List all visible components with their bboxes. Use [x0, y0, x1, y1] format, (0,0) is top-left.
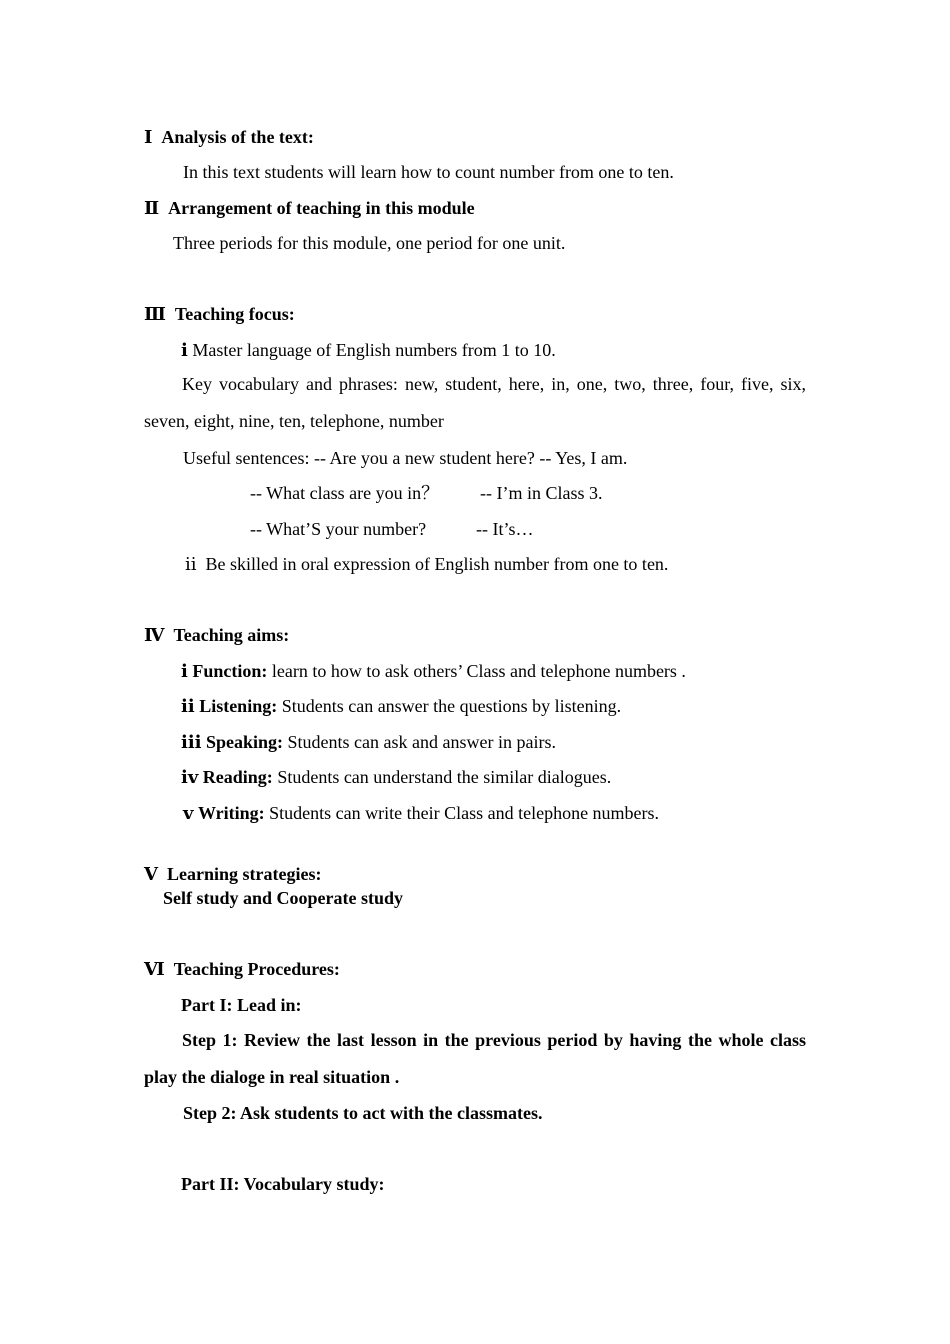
focus-item-2: [185, 552, 668, 577]
section-4-heading: [144, 623, 289, 648]
section-5-body: Self study and Cooperate study: [163, 888, 404, 908]
aim-num: ⅴ: [183, 803, 194, 824]
section-1-body: In this text students will learn how to count number from one to ten.: [183, 162, 674, 182]
section-2-title: Arrangement of teaching in this module: [168, 198, 475, 218]
procedure-step-1-text: Step 1: Review the last lesson in the previous period by having the whole class play the dialoge in real situation .: [144, 1030, 806, 1087]
aim-num: ⅲ: [181, 732, 202, 753]
section-1-heading: [144, 125, 314, 150]
focus-answer-3: -- It’s…: [476, 519, 534, 539]
aim-text: Students can write their Class and telephone numbers.: [269, 803, 660, 823]
aim-text: Students can answer the questions by listening.: [281, 696, 622, 716]
section-2-numeral: Ⅱ: [144, 198, 160, 219]
focus-question-3: -- What’S your number?: [250, 519, 427, 539]
focus-item-1: [181, 338, 556, 363]
procedure-part-2: Part II: Vocabulary study:: [181, 1174, 385, 1194]
aim-text: learn to how to ask others’ Class and telephone numbers .: [271, 661, 686, 681]
section-5-title: Learning strategies:: [166, 864, 322, 884]
aim-item: [181, 765, 611, 790]
aim-num: ⅱ: [181, 696, 195, 717]
aim-label: Function:: [192, 661, 268, 681]
section-2-heading: [144, 196, 475, 221]
procedure-step-2: Step 2: Ask students to act with the classmates.: [183, 1103, 543, 1123]
focus-vocab: [144, 366, 806, 440]
focus-answer-2: -- I’m in Class 3.: [480, 483, 603, 503]
focus-item-2-text: Be skilled in oral expression of English number from one to ten.: [205, 554, 669, 574]
section-6-title: Teaching Procedures:: [173, 959, 340, 979]
section-2-body: Three periods for this module, one period for one unit.: [173, 233, 566, 253]
section-4-title: Teaching aims:: [173, 625, 290, 645]
procedure-step-1: [144, 1022, 806, 1096]
aim-item: [181, 694, 621, 719]
section-6-heading: [144, 957, 340, 982]
aim-item: [181, 730, 556, 755]
aim-item: [181, 659, 686, 684]
aim-text: Students can understand the similar dialogues.: [277, 767, 612, 787]
section-1-numeral: Ⅰ: [144, 127, 153, 148]
focus-question-2: -- What class are you in？: [250, 483, 440, 503]
focus-item-2-num: ⅱ: [185, 554, 197, 575]
focus-useful-sentences: Useful sentences: -- Are you a new student here? -- Yes, I am.: [183, 448, 628, 468]
section-4-numeral: Ⅳ: [144, 625, 165, 646]
section-3-numeral: Ⅲ: [144, 304, 166, 325]
section-5-numeral: Ⅴ: [144, 864, 158, 885]
aim-label: Listening:: [199, 696, 278, 716]
procedure-part-1: Part I: Lead in:: [181, 995, 302, 1015]
section-3-heading: [144, 302, 295, 327]
focus-item-1-num: ⅰ: [181, 340, 188, 361]
aim-label: Reading:: [202, 767, 273, 787]
focus-vocab-text: Key vocabulary and phrases: new, student, here, in, one, two, three, four, five, six, seven, eight, nine, ten, telephone, number: [144, 374, 806, 431]
section-1-title: Analysis of the text:: [161, 127, 314, 147]
aim-label: Writing:: [197, 803, 265, 823]
section-6-numeral: Ⅵ: [144, 959, 165, 980]
section-5-heading: [144, 862, 321, 887]
aim-num: ⅰ: [181, 661, 188, 682]
aim-text: Students can ask and answer in pairs.: [287, 732, 556, 752]
aim-label: Speaking:: [206, 732, 284, 752]
aim-num: ⅳ: [181, 767, 199, 788]
section-3-title: Teaching focus:: [174, 304, 295, 324]
aim-item: [183, 801, 659, 826]
focus-item-1-text: Master language of English numbers from 1 to 10.: [192, 340, 556, 360]
